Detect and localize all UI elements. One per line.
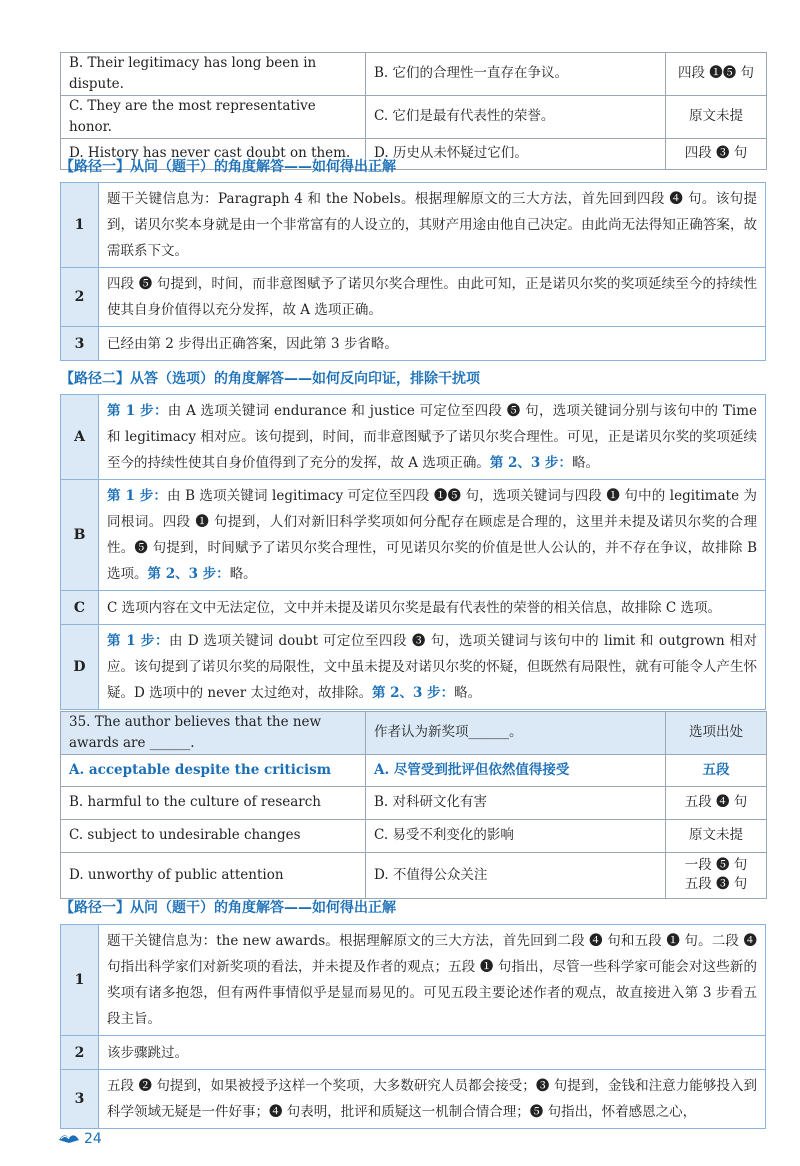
option-zh: A. 尽管受到批评但依然值得接受 [366,754,666,786]
option-zh: D. 历史从未怀疑过它们。 [366,138,666,169]
step-label: 第 2、3 步： [147,566,230,582]
table-row [61,53,767,96]
option-en: D. unworthy of public attention [61,852,366,898]
source-line: 五段 ❸ 句 [684,876,748,893]
step-text: 四段 ❺ 句提到，时间，而非意图赋予了诺贝尔奖合理性。由此可知，正是诺贝尔奖的奖项延续至今的持续性使其自身价值得以充分发挥，故 A 选项正确。 [99,268,766,327]
option-source [666,852,767,898]
analysis-body: C 选项内容在文中无法定位，文中并未提及诺贝尔奖是最有代表性的荣誉的相关信息，故排除 C 选项。 [107,599,722,616]
step-number: 3 [61,327,99,361]
step-row [61,1036,766,1070]
step-row [61,925,766,1036]
option-en: C. subject to undesirable changes [61,819,366,852]
step-text: 题干关键信息为：the new awards。根据理解原文的三大方法，首先回到二段 ❹ 句和五段 ❶ 句。二段 ❹ 句指出科学家们对新奖项的看法，并未提及作者的观点；五段 ❶ 句指出，尽管一些科学家可能会对这些新的奖项有诸多抱怨，但有两件事情似乎是显而易见的。可见五段主要论述作者的观点，故直接进入第 3 步看五段主旨。 [99,925,766,1036]
book-wing-icon [58,1130,80,1148]
option-analysis [99,395,766,480]
option-analysis-row [61,395,766,480]
analysis-body: 由 A 选项关键词 endurance 和 justice 可定位至四段 ❺ 句，选项关键词分别与该句中的 Time 和 legitimacy 相对应。该句提到，时间，而非意图赋予了诺贝尔奖合理性。可见，正是诺贝尔奖的奖项延续至今的持续性使其自身价值得到了充分的发挥，故 A 选项正确。 [107,403,757,471]
correct-option-row [61,754,767,786]
option-analysis-row [61,480,766,591]
step-text: 题干关键信息为：Paragraph 4 和 the Nobels。根据理解原文的三大方法，首先回到四段 ❹ 句。该句提到，诺贝尔奖本身就是由一个非常富有的人设立的，其财产用途由他自己决定。由此尚无法得知正确答案，故需联系下文。 [99,183,766,268]
step-row [61,183,766,268]
step-row [61,1070,766,1129]
page-footer [58,1130,102,1148]
option-en: B. harmful to the culture of research [61,786,366,819]
table-row [61,852,767,898]
question-zh: 作者认为新奖项______。 [366,712,666,755]
option-analysis-row [61,625,766,710]
option-letter: B [61,480,99,591]
option-source: 四段 ❶❺ 句 [666,53,767,96]
step-number: 1 [61,925,99,1036]
option-en: B. Their legitimacy has long been in dispute. [61,53,366,96]
path-two-title: 【路径二】从答（选项）的角度解答——如何反向印证，排除干扰项 [60,371,480,387]
path-one-steps [60,924,766,1129]
step-text: 该步骤跳过。 [99,1036,766,1070]
step-text: 已经由第 2 步得出正确答案，因此第 3 步省略。 [99,327,766,361]
options-table-34 [60,52,767,170]
question-header-row [61,712,767,755]
analysis-body: 由 D 选项关键词 doubt 可定位至四段 ❸ 句，选项关键词与该句中的 limit 和 outgrown 相对应。该句提到了诺贝尔奖的局限性，文中虽未提及对诺贝尔奖的怀疑，但既然有局限性，就有可能令人产生怀疑。D 选项中的 never 太过绝对，故排除。 [107,633,757,701]
path-one-title: 【路径一】从问（题干）的角度解答——如何得出正解 [60,159,396,175]
option-letter: D [61,625,99,710]
step-text: 五段 ❷ 句提到，如果被授予这样一个奖项，大多数研究人员都会接受；❸ 句提到，金钱和注意力能够投入到科学领域无疑是一件好事；❹ 句表明，批评和质疑这一机制合情合理；❺ 句指出，怀着感恩之心， [99,1070,766,1129]
question-en: 35. The author believes that the new awards are ______. [61,712,366,755]
step-label: 第 1 步： [107,633,169,649]
analysis-body: 由 B 选项关键词 legitimacy 可定位至四段 ❶❺ 句，选项关键词与四段 ❶ 句中的 legitimate 为同根词。四段 ❶ 句提到，人们对新旧科学奖项如何分配存在顾虑是合理的，这里并未提及诺贝尔奖的合理性。❺ 句提到，时间赋予了诺贝尔奖合理性，可见诺贝尔奖的价值是世人公认的，并不存在争议，故排除 B 选项。 [107,488,757,582]
source-line: 一段 ❺ 句 [684,857,748,874]
analysis-end: 略。 [572,455,600,471]
step-number: 1 [61,183,99,268]
option-analysis-row [61,591,766,625]
option-zh: C. 它们是最有代表性的荣誉。 [366,95,666,138]
options-table-35 [60,711,767,899]
option-en: A. acceptable despite the criticism [61,754,366,786]
option-zh: B. 对科研文化有害 [366,786,666,819]
option-zh: D. 不值得公众关注 [366,852,666,898]
table-row [61,819,767,852]
step-label: 第 2、3 步： [371,685,455,701]
option-en: D. History has never cast doubt on them. [61,138,366,169]
option-source: 五段 [666,754,767,786]
step-label: 第 1 步： [107,488,167,504]
analysis-end: 略。 [229,566,257,582]
path-one-title: 【路径一】从问（题干）的角度解答——如何得出正解 [60,900,396,916]
option-source: 原文未提 [666,95,767,138]
option-letter: C [61,591,99,625]
option-analysis [99,591,766,625]
step-row [61,268,766,327]
option-en: C. They are the most representative honor. [61,95,366,138]
option-analysis [99,625,766,710]
path-one-steps [60,182,766,361]
step-number: 3 [61,1070,99,1129]
option-zh: C. 易受不利变化的影响 [366,819,666,852]
option-analysis [99,480,766,591]
path-two-options [60,394,766,710]
step-label: 第 1 步： [107,403,168,419]
option-source: 五段 ❹ 句 [666,786,767,819]
step-number: 2 [61,1036,99,1070]
option-source: 四段 ❸ 句 [666,138,767,169]
table-row [61,786,767,819]
step-number: 2 [61,268,99,327]
option-source: 原文未提 [666,819,767,852]
page-number: 24 [84,1131,102,1147]
step-row [61,327,766,361]
analysis-end: 略。 [454,685,482,701]
option-letter: A [61,395,99,480]
source-header: 选项出处 [666,712,767,755]
option-zh: B. 它们的合理性一直存在争议。 [366,53,666,96]
step-label: 第 2、3 步： [489,455,573,471]
table-row [61,95,767,138]
